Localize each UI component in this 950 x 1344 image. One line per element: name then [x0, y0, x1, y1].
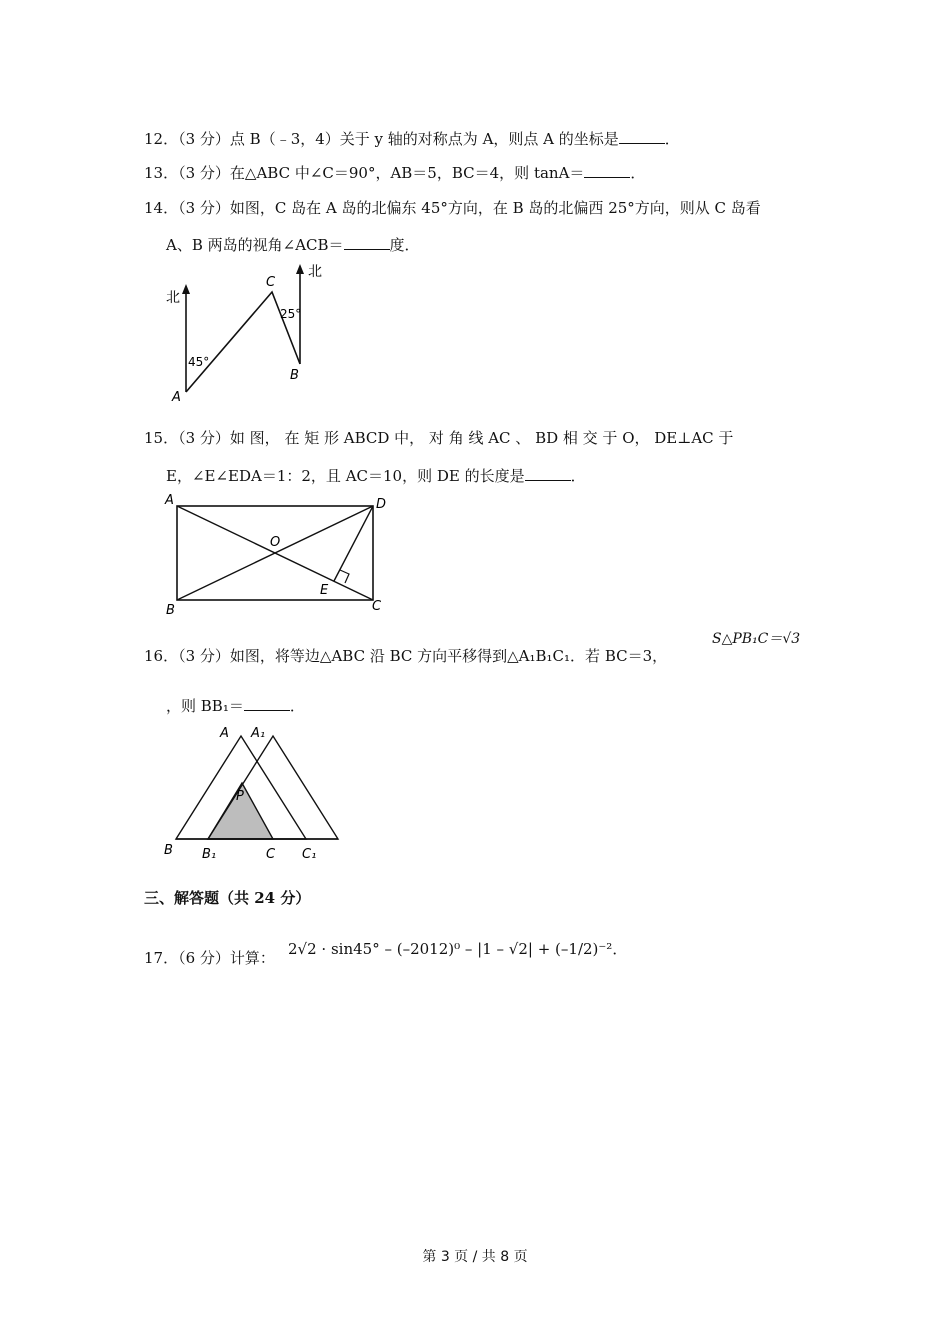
- label-north-a: 北: [166, 290, 180, 306]
- label-a: A: [220, 726, 229, 741]
- question-14: 14．（3 分）如图，C 岛在 A 岛的北偏东 45°方向，在 B 岛的北偏西 25°方向，则从 C 岛看: [144, 199, 761, 217]
- label-b: B: [164, 843, 173, 858]
- question-13: 13．（3 分）在△ABC 中∠C＝90°，AB＝5，BC＝4，则 tanA＝ ．: [144, 164, 646, 182]
- arrow-head-icon: [296, 264, 304, 274]
- label-d: D: [376, 497, 387, 512]
- label-angle-45: 45°: [188, 355, 210, 369]
- right-angle-mark: [340, 570, 349, 583]
- answer-blank: [619, 142, 665, 144]
- section-heading: 三、解答题（共 24 分）: [144, 889, 311, 907]
- label-a: A: [165, 493, 174, 508]
- question-16-text: 如图，将等边△ABC 沿 BC 方向平移得到△A₁B₁C₁．若 BC＝3，: [229, 647, 668, 665]
- question-17: 17．（6 分）计算：: [144, 949, 275, 967]
- label-b1: B₁: [202, 847, 217, 862]
- question-12: 12．（3 分）点 B（﹣3，4）关于 y 轴的对称点为 A，则点 A 的坐标是 ．: [144, 130, 680, 148]
- arrow-head-icon: [182, 284, 190, 294]
- question-12-text: 点 B（﹣3，4）关于 y 轴的对称点为 A，则点 A 的坐标是: [229, 130, 619, 148]
- label-angle-25: 25°: [280, 307, 302, 321]
- figure-islands: [160, 258, 340, 408]
- label-p: P: [236, 789, 244, 804]
- figure-triangles: [160, 720, 340, 870]
- answer-blank: [344, 248, 390, 250]
- page-footer: 第 3 页 / 共 8 页: [422, 1249, 528, 1265]
- label-a: A: [172, 390, 181, 405]
- question-16-line2: ，则 BB₁＝ ．: [166, 697, 305, 715]
- answer-blank: [244, 709, 290, 711]
- label-a1: A₁: [251, 726, 266, 741]
- label-north-b: 北: [308, 264, 322, 280]
- label-b: B: [290, 368, 299, 383]
- answer-blank: [584, 176, 630, 178]
- label-c: C: [266, 847, 276, 862]
- question-16: 16．（3 分）如图，将等边△ABC 沿 BC 方向平移得到△A₁B₁C₁．若 BC＝3，: [144, 647, 668, 665]
- label-o: O: [270, 535, 281, 550]
- question-15-line2: E，∠E∠EDA＝1：2，且 AC＝10，则 DE 的长度是 ．: [166, 467, 586, 485]
- label-c: C: [372, 599, 382, 614]
- label-c1: C₁: [302, 847, 317, 862]
- figure-rectangle: [160, 490, 400, 620]
- segment-de: [334, 506, 373, 581]
- question-14-line2: A、B 两岛的视角∠ACB＝ 度．: [166, 236, 420, 254]
- formula-area: S△PB₁C＝√3: [712, 631, 801, 647]
- question-15-text: 如 图， 在 矩 形 ABCD 中， 对 角 线 AC 、 BD 相 交 于 O， DE⊥AC 于: [229, 429, 734, 447]
- formula-calculation: 2√2 · sin45° – (–2012)⁰ – |1 – √2| + (–1/2)⁻²．: [288, 940, 628, 958]
- label-e: E: [320, 583, 329, 598]
- label-b: B: [166, 603, 175, 618]
- answer-blank: [525, 479, 571, 481]
- question-14-text: 如图，C 岛在 A 岛的北偏东 45°方向，在 B 岛的北偏西 25°方向，则从 C 岛看: [229, 199, 761, 217]
- label-c: C: [266, 275, 276, 290]
- question-13-text: 在△ABC 中∠C＝90°，AB＝5，BC＝4，则 tanA＝: [229, 164, 585, 182]
- question-15: 15．（3 分）如 图， 在 矩 形 ABCD 中， 对 角 线 AC 、 BD 相 交 于 O， DE⊥AC 于: [144, 429, 734, 447]
